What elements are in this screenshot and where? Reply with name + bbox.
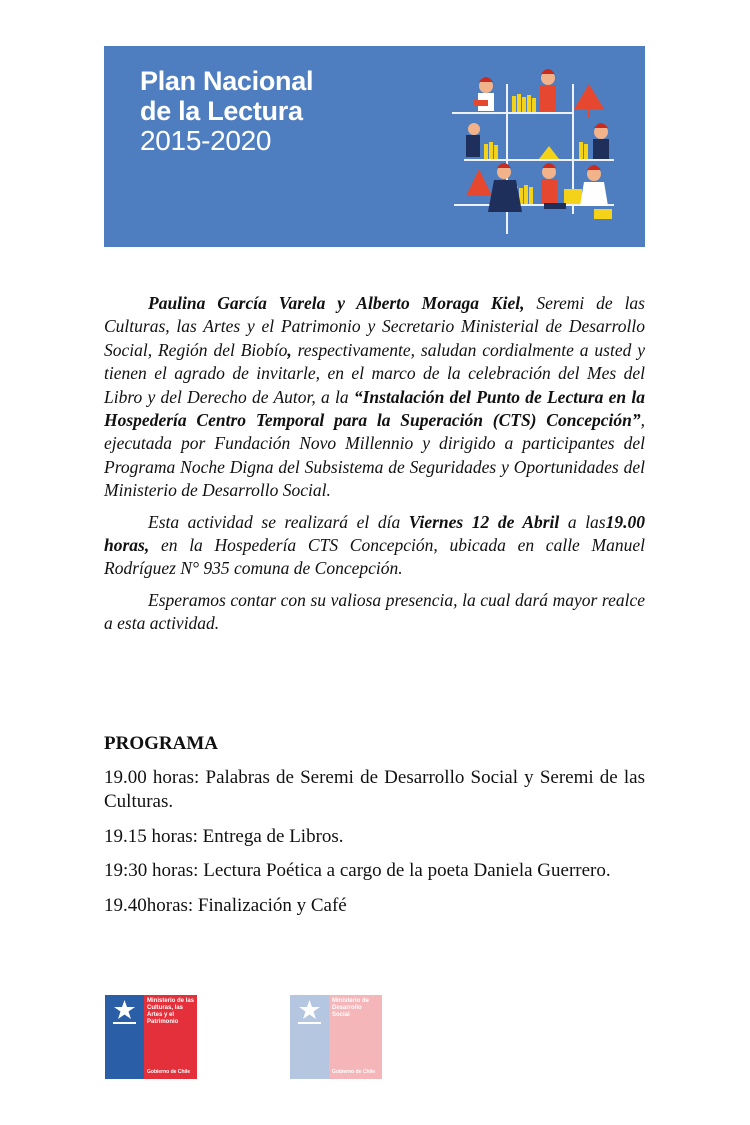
chile-coat-of-arms-icon bbox=[108, 998, 141, 1028]
banner-title-line2: de la Lectura bbox=[140, 96, 303, 126]
logo-ministry-name: Ministerio de Desarrollo Social bbox=[332, 998, 370, 1018]
date-intro: Esta actividad se realizará el día bbox=[148, 511, 409, 532]
event-date: Viernes 12 de Abril bbox=[408, 511, 560, 532]
invitation-paragraph-3: Esperamos contar con su valiosa presencia, la cual dará mayor realce a esta actividad. bbox=[104, 589, 645, 634]
programa-heading: PROGRAMA bbox=[104, 733, 218, 754]
invitation-body: respectivamente, saludan cordialmente a usted y tienen el agrado de invitarle, en el marco de la celebración del Mes del Libro y del Derecho de Autor, a la bbox=[104, 339, 645, 407]
banner-title bbox=[140, 66, 313, 156]
event-time: 19.00 horas, bbox=[104, 511, 645, 556]
invitation-paragraph-1 bbox=[104, 292, 645, 503]
hosts-names: Paulina García Varela y Alberto Moraga Kiel, bbox=[148, 293, 525, 313]
hosts-roles: Seremi de las Culturas, las Artes y el Patrimonio y Secretario Ministerial de Desarrollo Social, Región del Biobío bbox=[104, 293, 645, 360]
programa-item: 19.00 horas: Palabras de Seremi de Desarrollo Social y Seremi de las Culturas. bbox=[104, 766, 645, 812]
programa-item: 19.40horas: Finalización y Café bbox=[104, 894, 347, 916]
bookshelf-readers-illustration bbox=[444, 64, 634, 240]
logo-ministry-name: Ministerio de las Culturas, las Artes y el Patrimonio bbox=[147, 998, 195, 1025]
chile-coat-of-arms-icon bbox=[293, 998, 326, 1028]
logo-gobierno-text: Gobierno de Chile bbox=[332, 1069, 376, 1075]
comma-bold: , bbox=[287, 339, 292, 360]
plan-nacional-lectura-banner bbox=[104, 46, 645, 247]
programa-item: 19.15 horas: Entrega de Libros. bbox=[104, 825, 344, 847]
banner-title-line1: Plan Nacional bbox=[140, 66, 314, 96]
programa-section bbox=[104, 732, 645, 928]
ministerio-desarrollo-social-logo bbox=[290, 995, 382, 1079]
banner-years: 2015-2020 bbox=[140, 125, 272, 156]
invitation-letter bbox=[104, 292, 645, 644]
event-title: “Instalación del Punto de Lectura en la Hospedería Centro Temporal para la Superación (CTS) Concepción” bbox=[104, 386, 645, 431]
ministerio-culturas-logo bbox=[105, 995, 197, 1079]
event-location: en la Hospedería CTS Concepción, ubicada en calle Manuel Rodríguez N° 935 comuna de Concepción. bbox=[104, 535, 645, 579]
invitation-paragraph-2 bbox=[104, 511, 645, 581]
time-intro: a las bbox=[559, 511, 606, 532]
invitation-body-end: , ejecutada por Fundación Novo Millennio y dirigido a participantes del Programa Noche Digna del Subsistema de Seguridades y Oportunidades del Ministerio de Desarrollo Social. bbox=[104, 410, 645, 501]
programa-item: 19:30 horas: Lectura Poética a cargo de la poeta Daniela Guerrero. bbox=[104, 860, 611, 881]
logo-gobierno-text: Gobierno de Chile bbox=[147, 1069, 191, 1075]
